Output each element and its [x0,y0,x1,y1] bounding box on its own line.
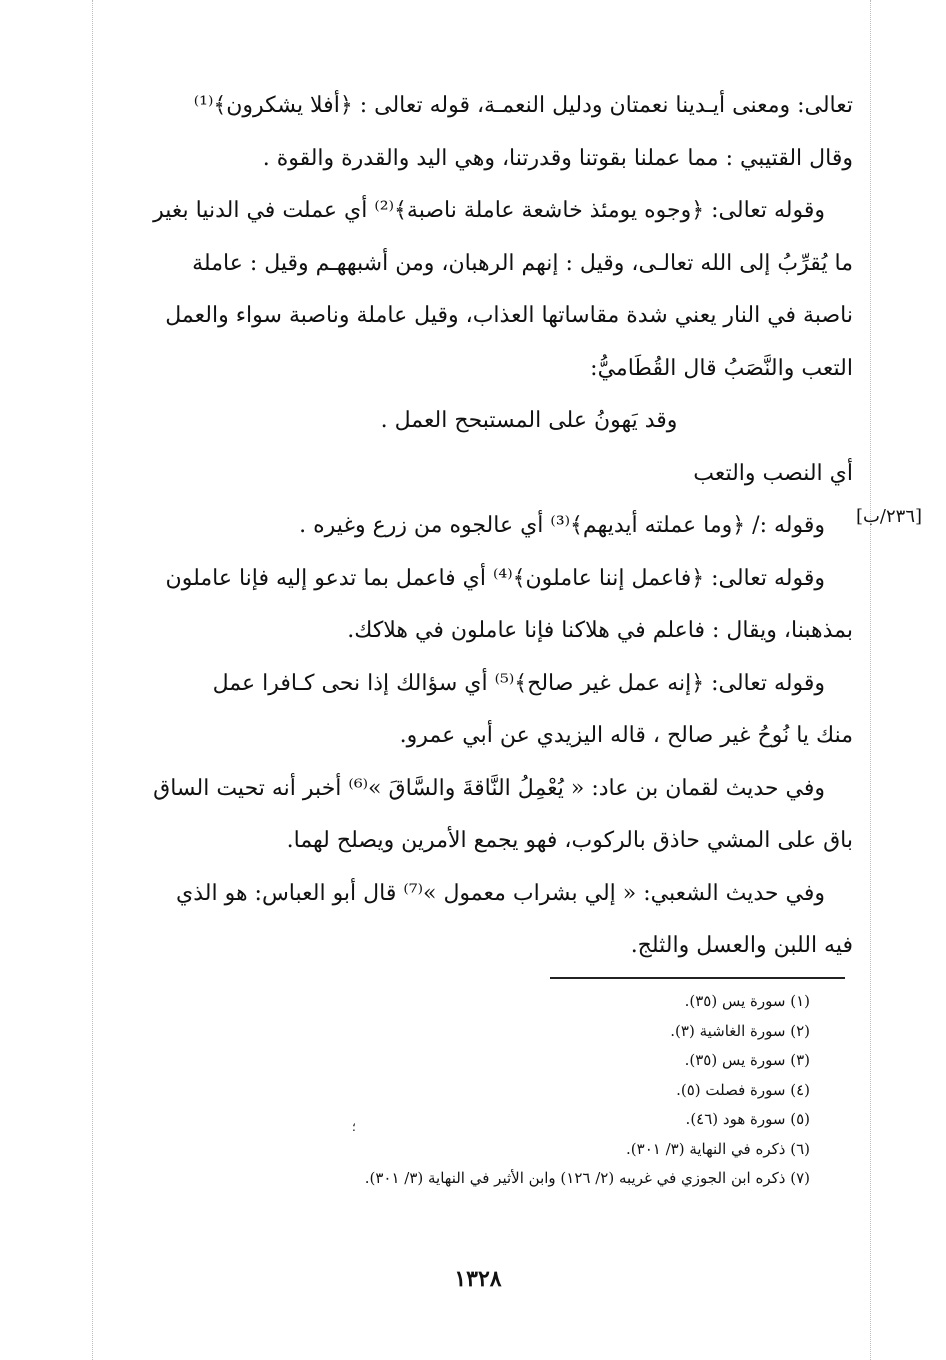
poetry-verse: وقد يَهونُ على المستبحح العمل . [380,408,678,433]
text-line: التعب والنَّصَبُ قال القُطَاميُّ: [590,355,853,381]
text-line: وفي حديث الشعبي: « إلي بشراب معمول »⁽⁷⁾ قال أبو العباس: هو الذي [176,880,825,906]
text-line: وقوله :/ ﴿وما عملته أيديهم﴾⁽³⁾ أي عالجوه من زرع وغيره . [299,513,825,538]
text-line: وفي حديث لقمان بن عاد: « يُعْمِلُ النَّاقةَ والسَّاقَ »⁽⁶⁾ أخبر أنه تحيت الساق [153,775,825,801]
text-line: باق على المشي حاذق بالركوب، فهو يجمع الأمرين ويصلح لهما. [286,828,853,853]
footnote-separator [550,977,845,979]
scan-guide-left [92,0,93,1360]
footnotes [200,987,810,1194]
footnote: (٦) ذكره في النهاية (٣/ ٣٠١). [626,1139,810,1158]
footnote: (١) سورة يس (٣٥). [684,992,810,1010]
footnote: (٤) سورة فصلت (٥). [676,1080,810,1099]
footnote: (٧) ذكره ابن الجوزي في غريبه (٢/ ١٢٦) وابن الأثير في النهاية (٣/ ٣٠١). [364,1169,810,1187]
text-line: تعالى: ومعنى أيـدينا نعمتان ودليل النعمـة، قوله تعالى : ﴿أفلا يشكرون﴾⁽¹⁾ [193,93,853,118]
main-text [125,80,853,973]
footnote: (٣) سورة يس (٣٥). [684,1051,810,1069]
page-number: ١٣٢٨ [454,1266,502,1292]
text-line: فيه اللبن والعسل والثلج. [630,933,853,958]
text-line: بمذهبنا، ويقال : فاعلم في هلاكنا فإنا عاملون في هلاكك. [347,618,853,643]
text-line: وقوله تعالى: ﴿فاعمل إننا عاملون﴾⁽⁴⁾ أي فاعمل بما تدعو إليه فإنا عاملون [165,565,825,591]
text-line: وقال القتيبي : مما عملنا بقوتنا وقدرتنا، وهي اليد والقدرة والقوة . [262,145,853,171]
text-line: أي النصب والتعب [693,460,853,486]
text-line: ما يُقرِّبُ إلى الله تعالـى، وقيل : إنهم الرهبان، ومن أشبههـم وقيل : عاملة [192,250,853,276]
text-line: وقوله تعالى: ﴿وجوه يومئذ خاشعة عاملة ناصبة﴾⁽²⁾ أي عملت في الدنيا بغير [153,198,825,223]
text-line: منك يا نُوحُ غير صالح ، قاله اليزيدي عن أبي عمرو. [399,723,853,748]
text-line: وقوله تعالى: ﴿إنه عمل غير صالح﴾⁽⁵⁾ أي سؤالك إذا نحى كـافرا عمل [212,670,825,696]
footnote: (٢) سورة الغاشية (٣). [670,1021,810,1040]
manuscript-folio-marker: [٢٣٦/ب] [855,506,923,527]
stray-mark: ؛ [352,1120,356,1134]
footnote: (٥) سورة هود (٤٦). [685,1110,810,1128]
scan-guide-right [870,0,871,1360]
text-line: ناصبة في النار يعني شدة مقاساتها العذاب، وقيل عاملة وناصبة سواء والعمل [165,303,853,328]
